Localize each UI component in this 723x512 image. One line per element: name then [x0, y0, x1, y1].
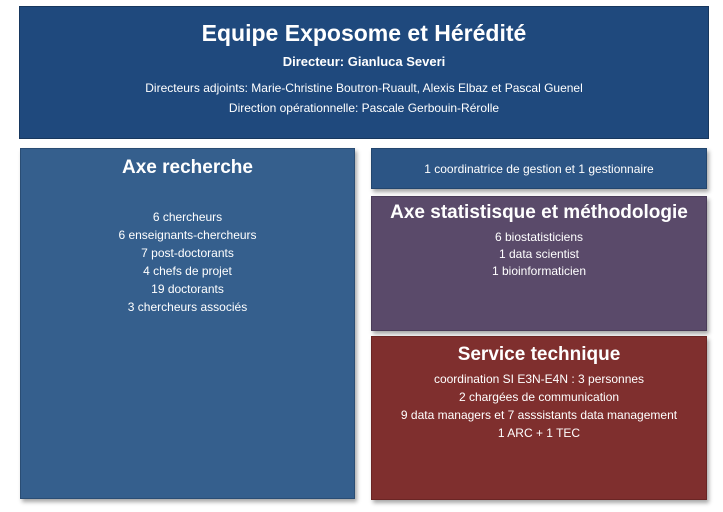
list-item: 1 ARC + 1 TEC — [497, 426, 581, 440]
list-item: 6 chercheurs — [152, 210, 223, 224]
list-item: 3 chercheurs associés — [127, 300, 248, 314]
team-title: Equipe Exposome et Hérédité — [201, 20, 527, 46]
statistics-axis-title: Axe statistisque et méthodologie — [390, 202, 688, 223]
list-item: 4 chefs de projet — [143, 264, 232, 278]
list-item: 2 chargées de communication — [458, 390, 620, 404]
list-item: 1 data scientist — [498, 247, 580, 261]
list-item: 6 biostatisticiens — [494, 230, 584, 244]
operations-direction-line: Direction opérationnelle: Pascale Gerbouin-Rérolle — [228, 101, 500, 115]
deputy-directors-line: Directeurs adjoints: Marie-Christine Boutron-Ruault, Alexis Elbaz et Pascal Guenel — [145, 81, 583, 95]
team-header — [19, 6, 709, 139]
list-item: coordination SI E3N-E4N : 3 personnes — [433, 372, 645, 386]
statistics-staff-list — [372, 229, 706, 280]
research-axis-box — [20, 148, 355, 499]
list-item: 9 data managers et 7 asssistants data management — [400, 408, 678, 422]
management-box — [371, 148, 707, 189]
list-item: 19 doctorants — [151, 282, 224, 296]
management-text: 1 coordinatrice de gestion et 1 gestionnaire — [424, 162, 654, 176]
technical-service-box — [371, 336, 707, 500]
list-item: 6 enseignants-chercheurs — [118, 228, 257, 242]
director-line: Directeur: Gianluca Severi — [282, 54, 446, 69]
list-item: 7 post-doctorants — [141, 246, 234, 260]
research-staff-list — [21, 208, 354, 316]
technical-service-title: Service technique — [457, 344, 621, 365]
statistics-axis-box — [371, 196, 707, 331]
technical-staff-list — [372, 370, 706, 442]
research-axis-title: Axe recherche — [122, 157, 253, 178]
list-item: 1 bioinformaticien — [491, 264, 587, 278]
